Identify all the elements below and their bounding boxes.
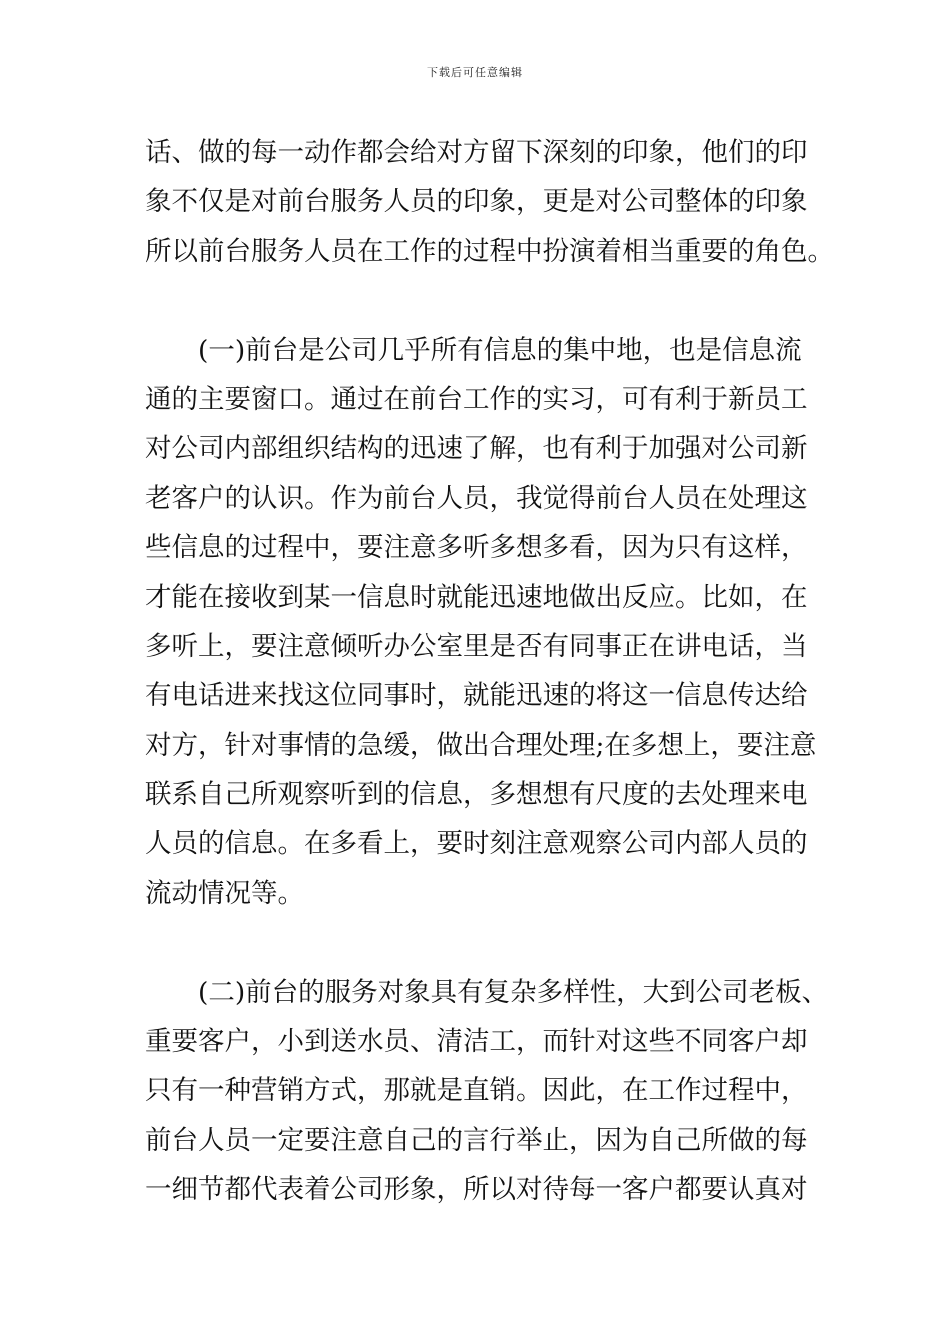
text-line: 才能在接收到某一信息时就能迅速地做出反应。比如，在: [145, 581, 808, 613]
document-body: [145, 128, 834, 1215]
text-line: 所以前台服务人员在工作的过程中扮演着相当重要的角色。: [145, 235, 834, 267]
text-line: 流动情况等。: [145, 877, 304, 909]
text-line: (一)前台是公司几乎所有信息的集中地，也是信息流: [198, 334, 802, 366]
paragraph-3: [145, 968, 829, 1215]
paragraph-gap: [145, 918, 815, 967]
text-line: 前台人员一定要注意自己的言行举止，因为自己所做的每: [145, 1124, 808, 1156]
text-line: (二)前台的服务对象具有复杂多样性，大到公司老板、: [198, 976, 829, 1008]
text-line: 对方，针对事情的急缓，做出合理处理;在多想上，要注意: [145, 729, 817, 761]
text-line: 只有一种营销方式，那就是直销。因此，在工作过程中，: [145, 1075, 808, 1107]
text-line: 对公司内部组织结构的迅速了解，也有利于加强对公司新: [145, 433, 808, 465]
text-line: 通的主要窗口。通过在前台工作的实习，可有利于新员工: [145, 383, 808, 415]
paragraph-1: [145, 128, 834, 276]
text-line: 重要客户，小到送水员、清洁工，而针对这些不同客户却: [145, 1026, 808, 1058]
paragraph-gap: [145, 276, 815, 325]
text-line: 话、做的每一动作都会给对方留下深刻的印象，他们的印: [145, 137, 808, 168]
paragraph-2: [145, 326, 815, 919]
text-line: 象不仅是对前台服务人员的印象，更是对公司整体的印象: [145, 186, 808, 218]
text-line: 多听上，要注意倾听办公室里是否有同事正在讲电话，当: [145, 630, 808, 662]
text-line: 老客户的认识。作为前台人员，我觉得前台人员在处理这: [145, 482, 808, 514]
page-header: 下载后可任意编辑: [427, 66, 523, 79]
text-line: 些信息的过程中，要注意多听多想多看，因为只有这样，: [145, 532, 808, 564]
text-line: 有电话进来找这位同事时，就能迅速的将这一信息传达给: [145, 680, 808, 712]
text-line: 人员的信息。在多看上，要时刻注意观察公司内部人员的: [145, 828, 808, 860]
text-line: 联系自己所观察听到的信息，多想想有尺度的去处理来电: [145, 779, 808, 811]
text-line: 一细节都代表着公司形象，所以对待每一客户都要认真对: [145, 1174, 808, 1206]
